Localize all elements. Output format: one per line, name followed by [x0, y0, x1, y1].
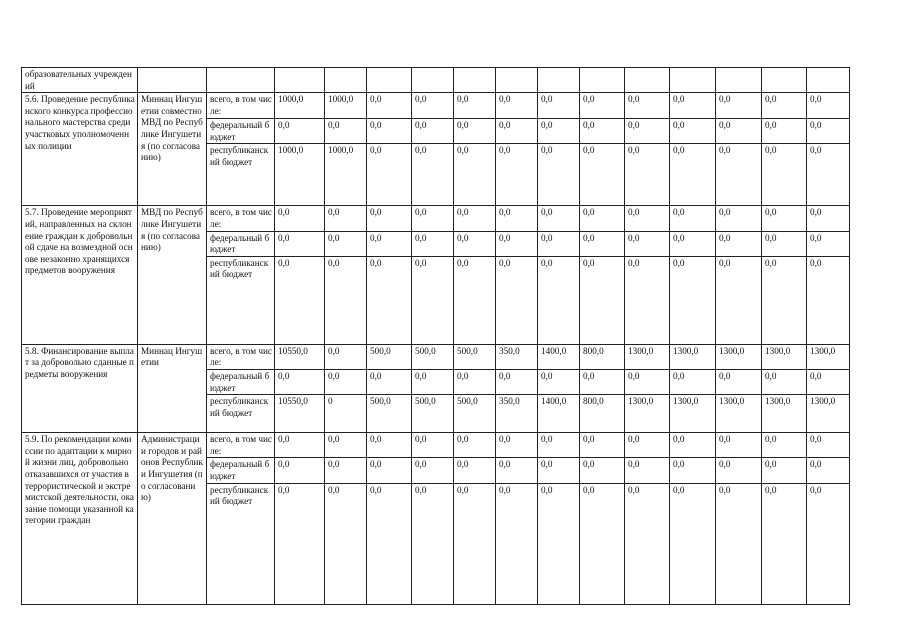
empty-cell — [496, 68, 538, 93]
funding-source-cell: всего, в том числе: — [207, 433, 275, 458]
value-cell: 0,0 — [762, 93, 807, 119]
value-cell: 0,0 — [716, 231, 762, 256]
table-row — [22, 68, 850, 93]
empty-cell — [138, 68, 207, 93]
value-cell: 0,0 — [807, 433, 850, 458]
value-cell: 0,0 — [625, 369, 670, 394]
value-cell: 0,0 — [325, 119, 367, 144]
value-cell: 0,0 — [367, 231, 412, 256]
value-cell: 1300,0 — [762, 395, 807, 433]
value-cell: 0,0 — [807, 93, 850, 119]
funding-source-cell: федеральный бюджет — [207, 231, 275, 256]
value-cell: 0,0 — [496, 231, 538, 256]
activity-name-cell: 5.9. По рекомендации комиссии по адаптации к мирной жизни лиц, добровольно отказавшихся от участия в террористической и экстремистской деятельности, оказание помощи указанной категории граждан — [22, 433, 138, 604]
funding-source-cell: федеральный бюджет — [207, 458, 275, 483]
value-cell: 0,0 — [496, 433, 538, 458]
value-cell: 1300,0 — [716, 395, 762, 433]
value-cell: 0,0 — [496, 458, 538, 483]
value-cell: 0,0 — [538, 93, 580, 119]
value-cell: 0 — [325, 395, 367, 433]
value-cell: 1000,0 — [325, 144, 367, 206]
value-cell: 0,0 — [412, 231, 454, 256]
value-cell: 1300,0 — [625, 344, 670, 369]
value-cell: 500,0 — [412, 395, 454, 433]
value-cell: 0,0 — [367, 433, 412, 458]
value-cell: 0,0 — [716, 369, 762, 394]
value-cell: 0,0 — [625, 93, 670, 119]
value-cell: 0,0 — [580, 119, 625, 144]
value-cell: 0,0 — [412, 256, 454, 344]
value-cell: 1300,0 — [807, 395, 850, 433]
value-cell: 0,0 — [454, 369, 496, 394]
value-cell: 0,0 — [538, 206, 580, 231]
value-cell: 0,0 — [275, 369, 325, 394]
value-cell: 0,0 — [538, 433, 580, 458]
value-cell: 350,0 — [496, 395, 538, 433]
value-cell: 0,0 — [762, 458, 807, 483]
value-cell: 0,0 — [538, 256, 580, 344]
value-cell: 0,0 — [538, 369, 580, 394]
value-cell: 0,0 — [670, 483, 716, 604]
value-cell: 0,0 — [807, 206, 850, 231]
value-cell: 0,0 — [454, 119, 496, 144]
value-cell: 0,0 — [367, 369, 412, 394]
empty-cell — [275, 68, 325, 93]
value-cell: 0,0 — [670, 144, 716, 206]
value-cell: 0,0 — [275, 433, 325, 458]
empty-cell — [807, 68, 850, 93]
value-cell: 1000,0 — [275, 144, 325, 206]
value-cell: 0,0 — [412, 433, 454, 458]
value-cell: 500,0 — [367, 344, 412, 369]
value-cell: 0,0 — [716, 119, 762, 144]
value-cell: 0,0 — [275, 206, 325, 231]
value-cell: 0,0 — [716, 458, 762, 483]
value-cell: 0,0 — [670, 458, 716, 483]
value-cell: 0,0 — [412, 206, 454, 231]
value-cell: 500,0 — [454, 344, 496, 369]
empty-cell — [367, 68, 412, 93]
table-row — [22, 344, 850, 369]
empty-cell — [538, 68, 580, 93]
value-cell: 0,0 — [670, 369, 716, 394]
value-cell: 0,0 — [496, 144, 538, 206]
value-cell: 0,0 — [454, 458, 496, 483]
value-cell: 0,0 — [412, 93, 454, 119]
funding-source-cell: республиканский бюджет — [207, 144, 275, 206]
value-cell: 0,0 — [496, 93, 538, 119]
executor-cell: МВД по Республике Ингушетия (по согласованию) — [138, 206, 207, 344]
value-cell: 800,0 — [580, 395, 625, 433]
value-cell: 10550,0 — [275, 395, 325, 433]
value-cell: 500,0 — [454, 395, 496, 433]
funding-source-cell: республиканский бюджет — [207, 395, 275, 433]
value-cell: 0,0 — [275, 231, 325, 256]
value-cell: 0,0 — [762, 119, 807, 144]
empty-cell — [625, 68, 670, 93]
funding-source-cell: всего, в том числе: — [207, 93, 275, 119]
value-cell: 0,0 — [325, 206, 367, 231]
value-cell: 0,0 — [762, 369, 807, 394]
value-cell: 0,0 — [367, 206, 412, 231]
value-cell: 0,0 — [625, 231, 670, 256]
value-cell: 1300,0 — [716, 344, 762, 369]
value-cell: 0,0 — [275, 458, 325, 483]
value-cell: 0,0 — [716, 144, 762, 206]
empty-cell — [762, 68, 807, 93]
value-cell: 0,0 — [496, 256, 538, 344]
value-cell: 0,0 — [325, 256, 367, 344]
value-cell: 0,0 — [496, 483, 538, 604]
empty-cell — [716, 68, 762, 93]
value-cell: 500,0 — [412, 344, 454, 369]
funding-source-cell: всего, в том числе: — [207, 344, 275, 369]
table-row — [22, 433, 850, 458]
value-cell: 0,0 — [670, 119, 716, 144]
value-cell: 0,0 — [275, 483, 325, 604]
value-cell: 0,0 — [325, 433, 367, 458]
value-cell: 0,0 — [454, 93, 496, 119]
value-cell: 0,0 — [412, 119, 454, 144]
value-cell: 0,0 — [670, 206, 716, 231]
value-cell: 0,0 — [496, 369, 538, 394]
value-cell: 0,0 — [580, 231, 625, 256]
executor-cell: Администрации городов и районов Республики Ингушетия (по согласованию) — [138, 433, 207, 604]
empty-cell — [325, 68, 367, 93]
funding-source-cell: федеральный бюджет — [207, 369, 275, 394]
value-cell: 0,0 — [412, 144, 454, 206]
value-cell: 0,0 — [807, 483, 850, 604]
value-cell: 0,0 — [538, 483, 580, 604]
value-cell: 1300,0 — [670, 344, 716, 369]
value-cell: 0,0 — [716, 256, 762, 344]
value-cell: 0,0 — [454, 144, 496, 206]
value-cell: 0,0 — [538, 231, 580, 256]
value-cell: 0,0 — [670, 231, 716, 256]
value-cell: 0,0 — [670, 93, 716, 119]
value-cell: 0,0 — [325, 344, 367, 369]
empty-cell — [207, 68, 275, 93]
value-cell: 0,0 — [625, 483, 670, 604]
value-cell: 0,0 — [454, 206, 496, 231]
value-cell: 0,0 — [625, 458, 670, 483]
funding-source-cell: федеральный бюджет — [207, 119, 275, 144]
value-cell: 1300,0 — [762, 344, 807, 369]
value-cell: 0,0 — [580, 483, 625, 604]
value-cell: 0,0 — [716, 93, 762, 119]
value-cell: 0,0 — [762, 433, 807, 458]
value-cell: 1300,0 — [807, 344, 850, 369]
empty-cell — [454, 68, 496, 93]
value-cell: 0,0 — [367, 144, 412, 206]
activity-name-cell: 5.6. Проведение республиканского конкурса профессионального мастерства среди участковых уполномоченных полиции — [22, 93, 138, 206]
activity-name-cell: 5.8. Финансирование выплат за добровольно сданные предметы вооружения — [22, 344, 138, 432]
value-cell: 0,0 — [454, 231, 496, 256]
value-cell: 0,0 — [807, 256, 850, 344]
value-cell: 0,0 — [325, 231, 367, 256]
value-cell: 0,0 — [496, 206, 538, 231]
value-cell: 0,0 — [762, 256, 807, 344]
value-cell: 0,0 — [454, 256, 496, 344]
value-cell: 0,0 — [807, 231, 850, 256]
value-cell: 350,0 — [496, 344, 538, 369]
value-cell: 0,0 — [580, 206, 625, 231]
empty-cell — [580, 68, 625, 93]
value-cell: 0,0 — [412, 458, 454, 483]
value-cell: 0,0 — [538, 458, 580, 483]
table-row — [22, 206, 850, 231]
value-cell: 0,0 — [580, 458, 625, 483]
value-cell: 0,0 — [454, 483, 496, 604]
value-cell: 0,0 — [807, 369, 850, 394]
value-cell: 0,0 — [807, 144, 850, 206]
value-cell: 0,0 — [716, 433, 762, 458]
activity-name-cell: образовательных учреждений — [22, 68, 138, 93]
table-row — [22, 93, 850, 119]
value-cell: 0,0 — [367, 483, 412, 604]
budget-table — [21, 67, 850, 605]
value-cell: 1000,0 — [275, 93, 325, 119]
value-cell: 0,0 — [807, 119, 850, 144]
empty-cell — [412, 68, 454, 93]
funding-source-cell: республиканский бюджет — [207, 483, 275, 604]
value-cell: 0,0 — [762, 483, 807, 604]
value-cell: 0,0 — [580, 256, 625, 344]
value-cell: 800,0 — [580, 344, 625, 369]
value-cell: 0,0 — [625, 433, 670, 458]
funding-source-cell: республиканский бюджет — [207, 256, 275, 344]
empty-cell — [670, 68, 716, 93]
value-cell: 500,0 — [367, 395, 412, 433]
executor-cell: Миннац Ингушетии совместно МВД по Республике Ингушетия (по согласованию) — [138, 93, 207, 206]
value-cell: 0,0 — [275, 119, 325, 144]
value-cell: 0,0 — [454, 433, 496, 458]
value-cell: 0,0 — [670, 256, 716, 344]
value-cell: 10550,0 — [275, 344, 325, 369]
value-cell: 0,0 — [762, 206, 807, 231]
value-cell: 0,0 — [580, 144, 625, 206]
value-cell: 0,0 — [625, 256, 670, 344]
value-cell: 0,0 — [496, 119, 538, 144]
value-cell: 0,0 — [367, 256, 412, 344]
value-cell: 0,0 — [367, 458, 412, 483]
value-cell: 0,0 — [807, 458, 850, 483]
activity-name-cell: 5.7. Проведение мероприятий, направленных на склонение граждан к добровольной сдаче на возмездной основе незаконно хранящихся предметов вооружения — [22, 206, 138, 344]
value-cell: 0,0 — [716, 206, 762, 231]
value-cell: 0,0 — [625, 119, 670, 144]
value-cell: 0,0 — [625, 144, 670, 206]
value-cell: 0,0 — [275, 256, 325, 344]
value-cell: 0,0 — [580, 93, 625, 119]
value-cell: 0,0 — [538, 119, 580, 144]
value-cell: 0,0 — [412, 483, 454, 604]
value-cell: 0,0 — [325, 483, 367, 604]
value-cell: 0,0 — [325, 369, 367, 394]
value-cell: 0,0 — [625, 206, 670, 231]
value-cell: 0,0 — [580, 369, 625, 394]
value-cell: 0,0 — [580, 433, 625, 458]
value-cell: 0,0 — [762, 144, 807, 206]
value-cell: 1000,0 — [325, 93, 367, 119]
value-cell: 0,0 — [325, 458, 367, 483]
value-cell: 0,0 — [412, 369, 454, 394]
value-cell: 0,0 — [716, 483, 762, 604]
value-cell: 0,0 — [762, 231, 807, 256]
value-cell: 0,0 — [670, 433, 716, 458]
value-cell: 1400,0 — [538, 344, 580, 369]
value-cell: 0,0 — [367, 119, 412, 144]
executor-cell: Миннац Ингушетии — [138, 344, 207, 432]
value-cell: 1300,0 — [625, 395, 670, 433]
funding-source-cell: всего, в том числе: — [207, 206, 275, 231]
value-cell: 1300,0 — [670, 395, 716, 433]
value-cell: 1400,0 — [538, 395, 580, 433]
value-cell: 0,0 — [538, 144, 580, 206]
value-cell: 0,0 — [367, 93, 412, 119]
